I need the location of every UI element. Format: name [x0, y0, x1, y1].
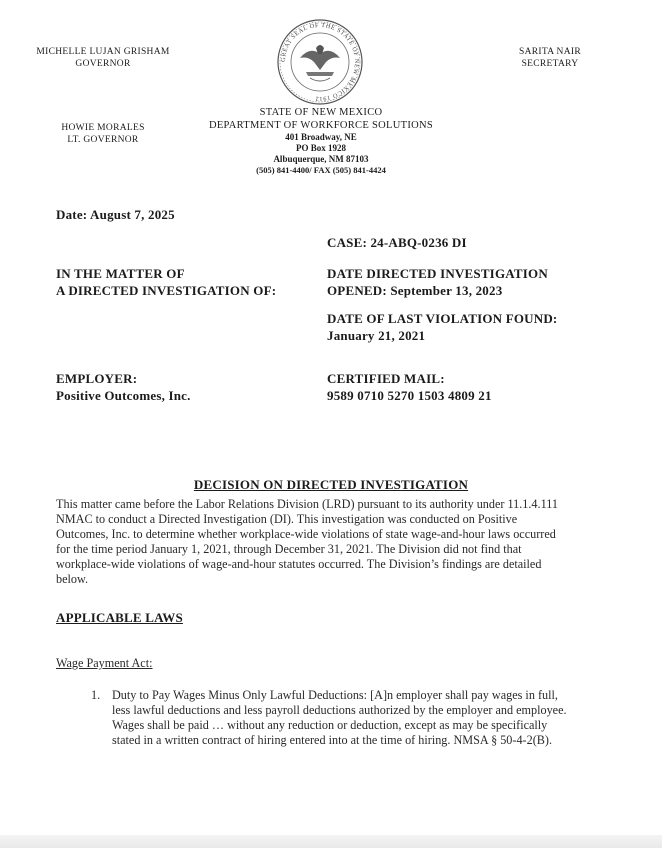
item-line: Wages shall be paid … without any reduction or deduction, except as may be specifically: [112, 718, 548, 732]
decision-line: Outcomes, Inc. to determine whether workplace-wide violations of state wage-and-hour laws occurred: [56, 527, 556, 541]
agency-address-2: PO Box 1928: [295, 143, 346, 153]
seal-text: GREAT SEAL OF THE STATE OF NEW MEXICO 1912: [279, 21, 361, 103]
violation-line-1: DATE OF LAST VIOLATION FOUND:: [327, 311, 558, 326]
agency-address-3: Albuquerque, NM 87103: [273, 154, 369, 164]
opened-line-2: OPENED: September 13, 2023: [327, 283, 503, 298]
decision-line: for the time period January 1, 2021, through December 31, 2021. The Division did not find that: [56, 542, 522, 556]
agency-block: [176, 106, 466, 176]
employer-block: [56, 370, 191, 404]
matter-line-1: IN THE MATTER OF: [56, 266, 185, 281]
matter-block: [56, 265, 276, 299]
governor-block: [28, 46, 178, 70]
decision-line: below.: [56, 572, 89, 586]
wage-payment-act-heading: Wage Payment Act:: [56, 656, 153, 670]
opened-line-1: DATE DIRECTED INVESTIGATION: [327, 266, 548, 281]
employer-label: EMPLOYER:: [56, 371, 138, 386]
certified-label: CERTIFIED MAIL:: [327, 371, 445, 386]
item-line: less lawful deductions and less payroll deductions authorized by the employer and employee.: [112, 703, 567, 717]
violation-block: [327, 310, 557, 344]
item-line: Duty to Pay Wages Minus Only Lawful Deductions: [A]n employer shall pay wages in full,: [112, 688, 558, 702]
case-number: CASE: 24-ABQ-0236 DI: [327, 235, 467, 250]
agency-state: STATE OF NEW MEXICO: [259, 107, 383, 118]
employer-name: Positive Outcomes, Inc.: [56, 388, 191, 403]
decision-heading: DECISION ON DIRECTED INVESTIGATION: [193, 477, 469, 492]
agency-phone: (505) 841-4400/ FAX (505) 841-4424: [256, 165, 386, 175]
decision-line: This matter came before the Labor Relations Division (LRD) pursuant to its authority under 11.1.4.111: [56, 497, 558, 511]
decision-paragraph: [56, 497, 626, 587]
certified-block: [327, 370, 492, 404]
item-number: 1.: [91, 688, 101, 702]
agency-address-1: 401 Broadway, NE: [285, 132, 357, 142]
item-line: stated in a written contract of hiring entered into at the time of hiring. NMSA § 50-4-2(B).: [112, 733, 552, 747]
decision-line: NMAC to conduct a Directed Investigation (DI). This investigation was conducted on Positive: [56, 512, 518, 526]
governor-name: MICHELLE LUJAN GRISHAM: [36, 47, 170, 57]
secretary-name: SARITA NAIR: [519, 47, 581, 57]
applicable-laws-heading: APPLICABLE LAWS: [56, 610, 183, 625]
governor-title: GOVERNOR: [75, 59, 131, 69]
secretary-title: SECRETARY: [521, 59, 579, 69]
item-text: [112, 688, 612, 748]
secretary-block: [495, 46, 605, 70]
page-bottom-edge: [0, 835, 662, 848]
state-seal-icon: [276, 18, 364, 106]
lt-governor-title: LT. GOVERNOR: [67, 135, 139, 145]
document-date: Date: August 7, 2025: [56, 207, 175, 222]
decision-line: workplace-wide violations of wage-and-hour statutes occurred. The Division’s findings are detailed: [56, 557, 542, 571]
agency-department: DEPARTMENT OF WORKFORCE SOLUTIONS: [208, 120, 434, 131]
certified-number: 9589 0710 5270 1503 4809 21: [327, 388, 492, 403]
matter-line-2: A DIRECTED INVESTIGATION OF:: [56, 283, 277, 298]
lt-governor-name: HOWIE MORALES: [61, 123, 145, 133]
violation-line-2: January 21, 2021: [327, 328, 426, 343]
lt-governor-block: [28, 122, 178, 146]
opened-block: [327, 265, 548, 299]
